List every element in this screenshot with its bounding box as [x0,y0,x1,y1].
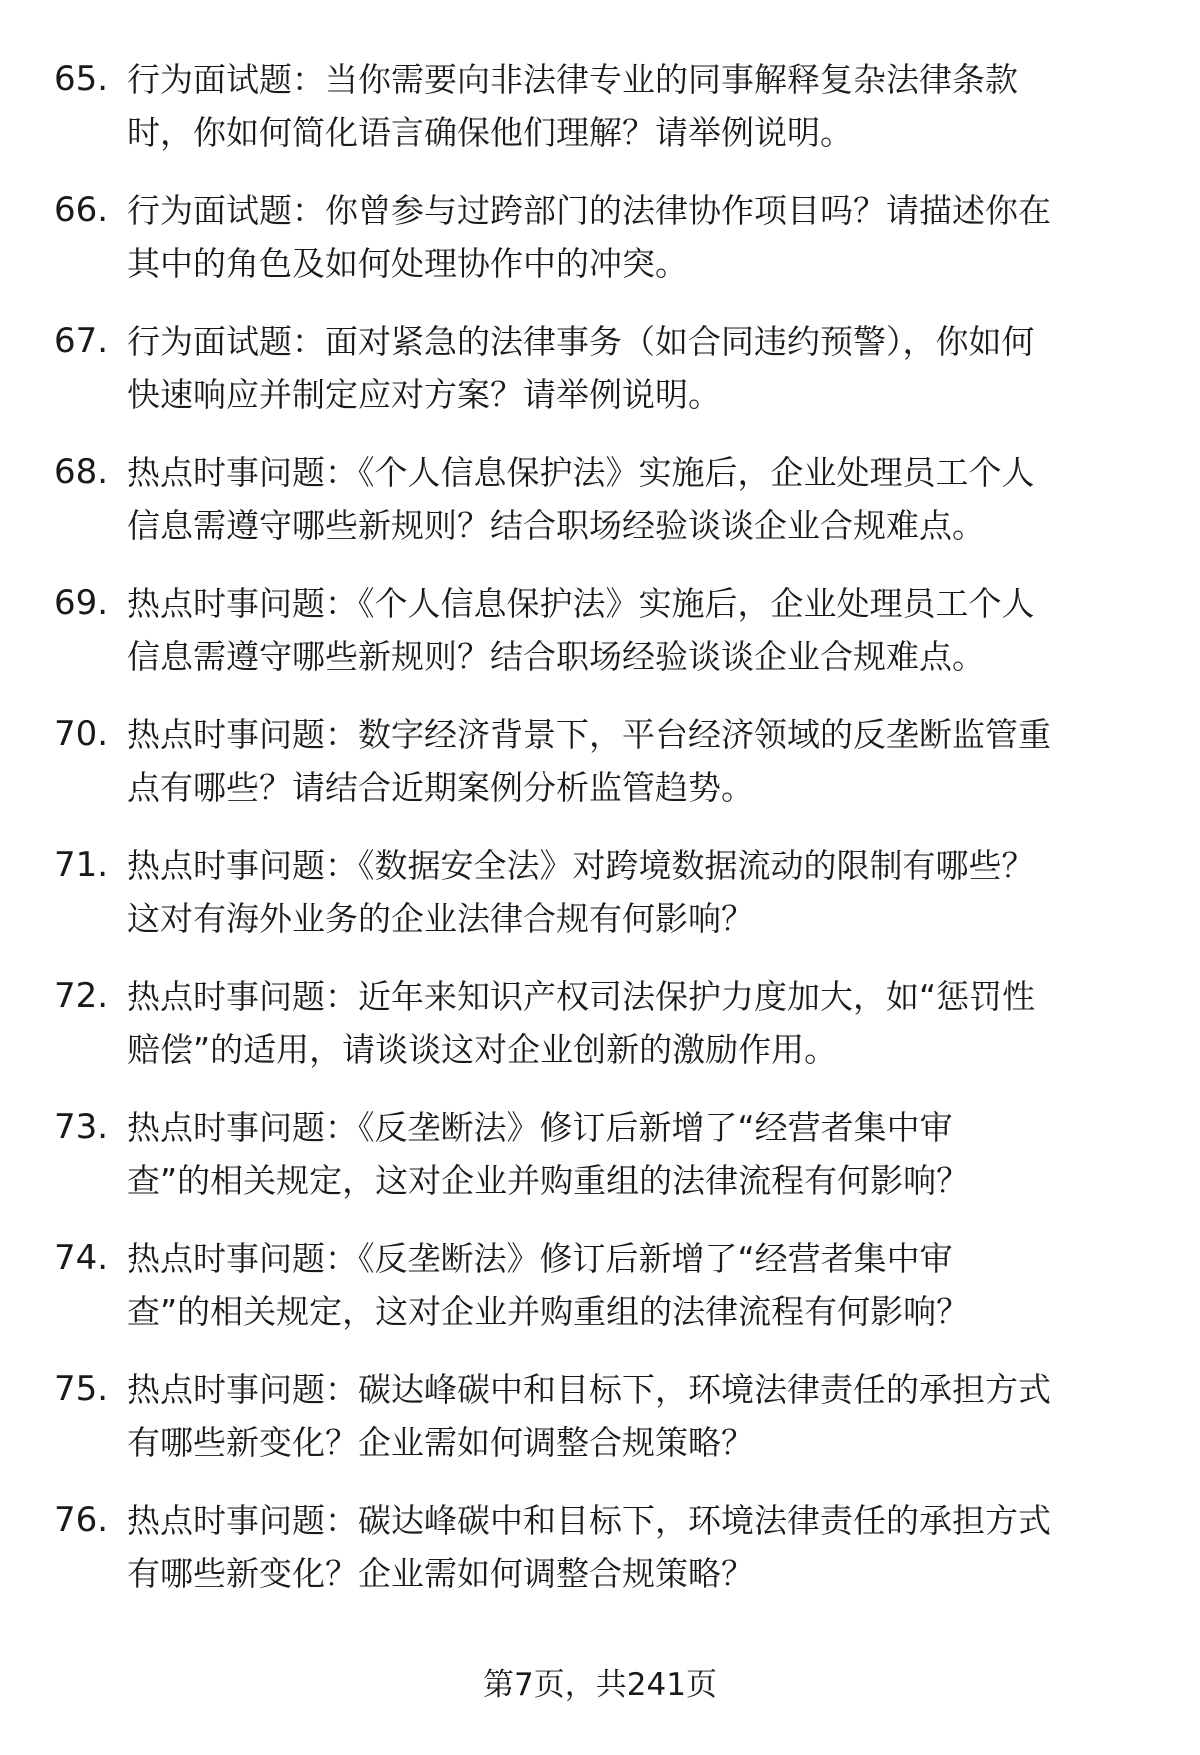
question-text: 热点时事问题：《反垄断法》修订后新增了“经营者集中审 查”的相关规定，这对企业并购重组的法律流程有何影响？ [127,1108,970,1200]
list-item [0,839,1200,970]
question-number: 71. [54,845,109,885]
question-number: 75. [54,1369,109,1409]
question-text: 热点时事问题：《个人信息保护法》实施后，企业处理员工个人 信息需遵守哪些新规则？结合职场经验谈谈企业合规难点。 [127,453,1035,545]
list-item [0,446,1200,577]
list-item [0,53,1200,184]
question-text: 行为面试题：你曾参与过跨部门的法律协作项目吗？请描述你在 其中的角色及如何处理协作中的冲突。 [127,191,1051,283]
question-text: 行为面试题：当你需要向非法律专业的同事解释复杂法律条款 时，你如何简化语言确保他们理解？请举例说明。 [127,60,1018,152]
page-number-footer: 第7页，共241页 [483,1667,717,1703]
list-item [0,970,1200,1101]
question-number: 65. [54,59,109,99]
question-number: 74. [54,1238,109,1278]
question-number: 66. [54,190,109,230]
question-list [0,53,1200,1625]
question-number: 76. [54,1500,109,1540]
question-text: 热点时事问题：《个人信息保护法》实施后，企业处理员工个人 信息需遵守哪些新规则？结合职场经验谈谈企业合规难点。 [127,584,1035,676]
list-item [0,1101,1200,1232]
list-item [0,315,1200,446]
list-item [0,577,1200,708]
question-number: 69. [54,583,109,623]
question-text: 行为面试题：面对紧急的法律事务（如合同违约预警），你如何 快速响应并制定应对方案？请举例说明。 [127,322,1035,414]
question-text: 热点时事问题：数字经济背景下，平台经济领域的反垄断监管重 点有哪些？请结合近期案例分析监管趋势。 [127,715,1051,807]
question-text: 热点时事问题：碳达峰碳中和目标下，环境法律责任的承担方式 有哪些新变化？企业需如何调整合规策略？ [127,1370,1051,1462]
list-item [0,708,1200,839]
question-text: 热点时事问题：《数据安全法》对跨境数据流动的限制有哪些？ 这对有海外业务的企业法律合规有何影响？ [127,846,1035,938]
question-text: 热点时事问题：近年来知识产权司法保护力度加大，如“惩罚性 赔偿”的适用，请谈谈这对企业创新的激励作用。 [127,977,1036,1069]
question-number: 70. [54,714,109,754]
question-text: 热点时事问题：《反垄断法》修订后新增了“经营者集中审 查”的相关规定，这对企业并购重组的法律流程有何影响？ [127,1239,970,1331]
question-text: 热点时事问题：碳达峰碳中和目标下，环境法律责任的承担方式 有哪些新变化？企业需如何调整合规策略？ [127,1501,1051,1593]
list-item [0,1232,1200,1363]
question-number: 73. [54,1107,109,1147]
question-number: 68. [54,452,109,492]
list-item [0,184,1200,315]
question-number: 67. [54,321,109,361]
list-item [0,1494,1200,1625]
list-item [0,1363,1200,1494]
question-number: 72. [54,976,109,1016]
